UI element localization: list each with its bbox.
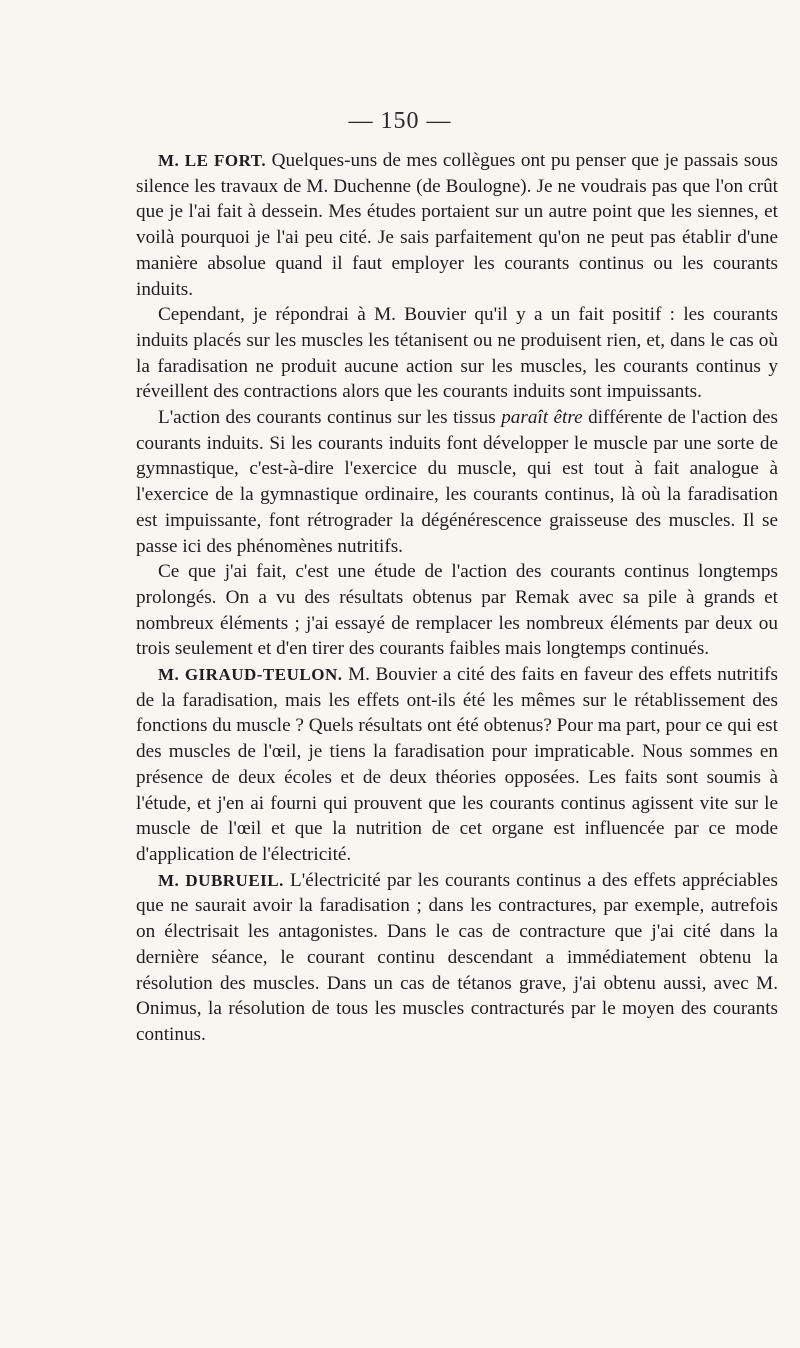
paragraph <box>136 559 778 662</box>
paragraph <box>136 662 778 868</box>
paragraph <box>136 405 778 559</box>
paragraph-text: M. Bouvier a cité des faits en faveur des effets nutritifs de la faradisation, mais les effets ont-ils été les mêmes sur le rétablissement des fonctions du muscle ? Quels résultats ont été obtenus? Pour ma part, pour ce qui est des muscles de l'œil, je tiens la faradisation pour impraticable. Nous sommes en présence de deux écoles et de deux théories opposées. Les faits sont soumis à l'étude, et j'en ai fourni qui prouvent que les courants continus agissent vite sur le muscle de l'œil et que la nutrition de cet organe est influencée par ce mode d'application de l'électricité. <box>136 664 779 865</box>
paragraph-text: différente de l'action des courants induits. Si les courants induits font développer le muscle par une sorte de gymnastique, c'est-à-dire l'exercice du muscle, qui est tout à fait analogue à l'exercice de la gymnastique ordinaire, les courants continus, là où la faradisation est impuissante, font rétrograder la dégénérescence graisseuse des muscles. Il se passe ici des phénomènes nutritifs. <box>136 407 779 557</box>
speaker-name: M. DUBRUEIL. <box>158 870 284 890</box>
paragraph-text: L'action des courants continus sur les tissus <box>158 407 496 429</box>
speaker-name: M. GIRAUD-TEULON. <box>158 665 343 685</box>
paragraph <box>136 868 778 1048</box>
paragraph-text: Quelques-uns de mes collègues ont pu penser que je passais sous silence les travaux de M. Duchenne (de Boulogne). Je ne voudrais pas que l'on crût que je l'ai fait à dessein. Mes études portaient sur un autre point que les siennes, et voilà pourquoi je l'ai peu cité. Je sais parfaitement qu'on ne peut pas établir d'une manière absolue quand il faut employer les courants continus ou les courants induits. <box>136 150 779 300</box>
paragraph-text: L'électricité par les courants continus a des effets appréciables que ne saurait avoir la faradisation ; dans les contractures, par exemple, autrefois on électrisait les antagonistes. Dans le cas de contracture que j'ai cité dans la dernière séance, le courant continu descendant a immédiatement obtenu la résolution des muscles. Dans un cas de tétanos grave, j'ai obtenu aussi, avec M. Onimus, la résolution de tous les muscles contracturés par le moyen des courants continus. <box>136 869 778 1045</box>
paragraph-text: Cependant, je répondrai à M. Bouvier qu'il y a un fait positif : les courants induits placés sur les muscles les tétanisent ou ne produisent rien, et, dans le cas où la faradisation ne produit aucune action sur les muscles, les courants continus y réveillent des contractions alors que les courants induits sont impuissants. <box>136 304 778 403</box>
speaker-name: M. LE FORT. <box>158 151 267 170</box>
italic-phrase: paraît être <box>501 407 583 429</box>
paragraph <box>136 302 778 405</box>
body-text <box>136 148 778 1048</box>
paragraph <box>136 148 778 302</box>
page-number: — 150 — <box>348 108 452 134</box>
paragraph-text: Ce que j'ai fait, c'est une étude de l'action des courants continus longtemps prolongés. On a vu des résultats obtenus par Remak avec sa pile à grands et nombreux éléments ; j'ai essayé de remplacer les nombreux éléments par deux ou trois seulement et d'en tirer des courants faibles mais longtemps continués. <box>136 561 778 660</box>
